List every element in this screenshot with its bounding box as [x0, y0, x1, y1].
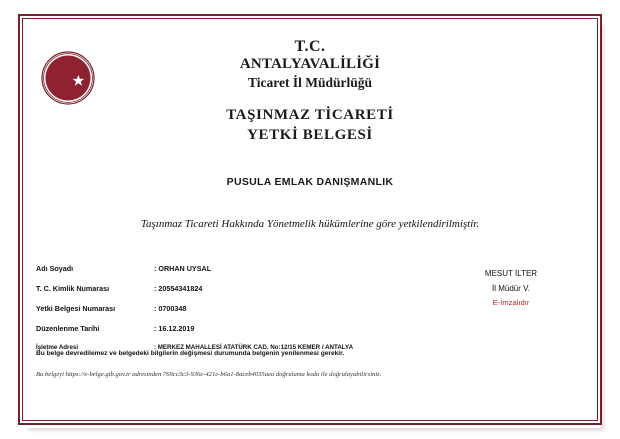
signatory-role: İl Müdür V. [492, 284, 530, 294]
field-row [36, 264, 426, 273]
turkish-republic-emblem-icon [40, 50, 96, 106]
signatory-name: MESUT İLTER [484, 269, 538, 278]
header-directorate-line: Ticaret İl Müdürlüğü [247, 74, 373, 90]
field-label-issue-date: Düzenlenme Tarihi [36, 324, 100, 333]
field-label-national-id: T. C. Kimlik Numarası [36, 284, 110, 293]
regulation-statement: Taşınmaz Ticareti Hakkında Yönetmelik hükümlerine göre yetkilendirilmiştir. [140, 217, 480, 230]
field-label-full-name: Adı Soyadı [36, 264, 74, 273]
header-governorship-line: ANTALYAVALİLİĞİ [239, 56, 381, 73]
verification-text: Bu belgeyi https://e-belge.gtb.gov.tr adresinden 769cc3c3-936e-421e-b6a1-8aceb4035aea doğrulama kodu ile doğrulayabilirsiniz. [36, 371, 382, 378]
company-name: PUSULA EMLAK DANIŞMANLIK [226, 175, 394, 188]
certificate-fields [36, 264, 426, 362]
electronic-signature-label: E-İmzalıdır [492, 298, 530, 308]
field-row [36, 324, 426, 333]
signature-block [446, 266, 576, 311]
field-value-full-name: : ORHAN UYSAL [154, 264, 212, 273]
field-value-national-id: : 20554341824 [154, 284, 203, 293]
certificate-content [30, 26, 590, 413]
field-label-business-address: İşletme Adresi [36, 344, 79, 351]
field-row [36, 284, 426, 293]
certificate-header [30, 26, 590, 146]
field-value-certificate-number: : 0700348 [154, 304, 187, 313]
field-value-issue-date: : 16.12.2019 [154, 324, 195, 333]
field-row [36, 304, 426, 313]
certificate-title-line2: YETKİ BELGESİ [247, 127, 373, 144]
header-country-line: T.C. [294, 38, 326, 55]
field-value-business-address: : MERKEZ MAHALLESİ ATATÜRK CAD. No:12/15 KEMER / ANTALYA [154, 344, 354, 351]
certificate-title-line1: TAŞINMAZ TİCARETİ [226, 107, 394, 124]
transfer-notice: Bu belge devredilemez ve belgedeki bilgilerin değişmesi durumunda belgenin yenilenmesi gerekir. [36, 350, 345, 357]
field-label-certificate-number: Yetki Belgesi Numarası [36, 304, 116, 313]
